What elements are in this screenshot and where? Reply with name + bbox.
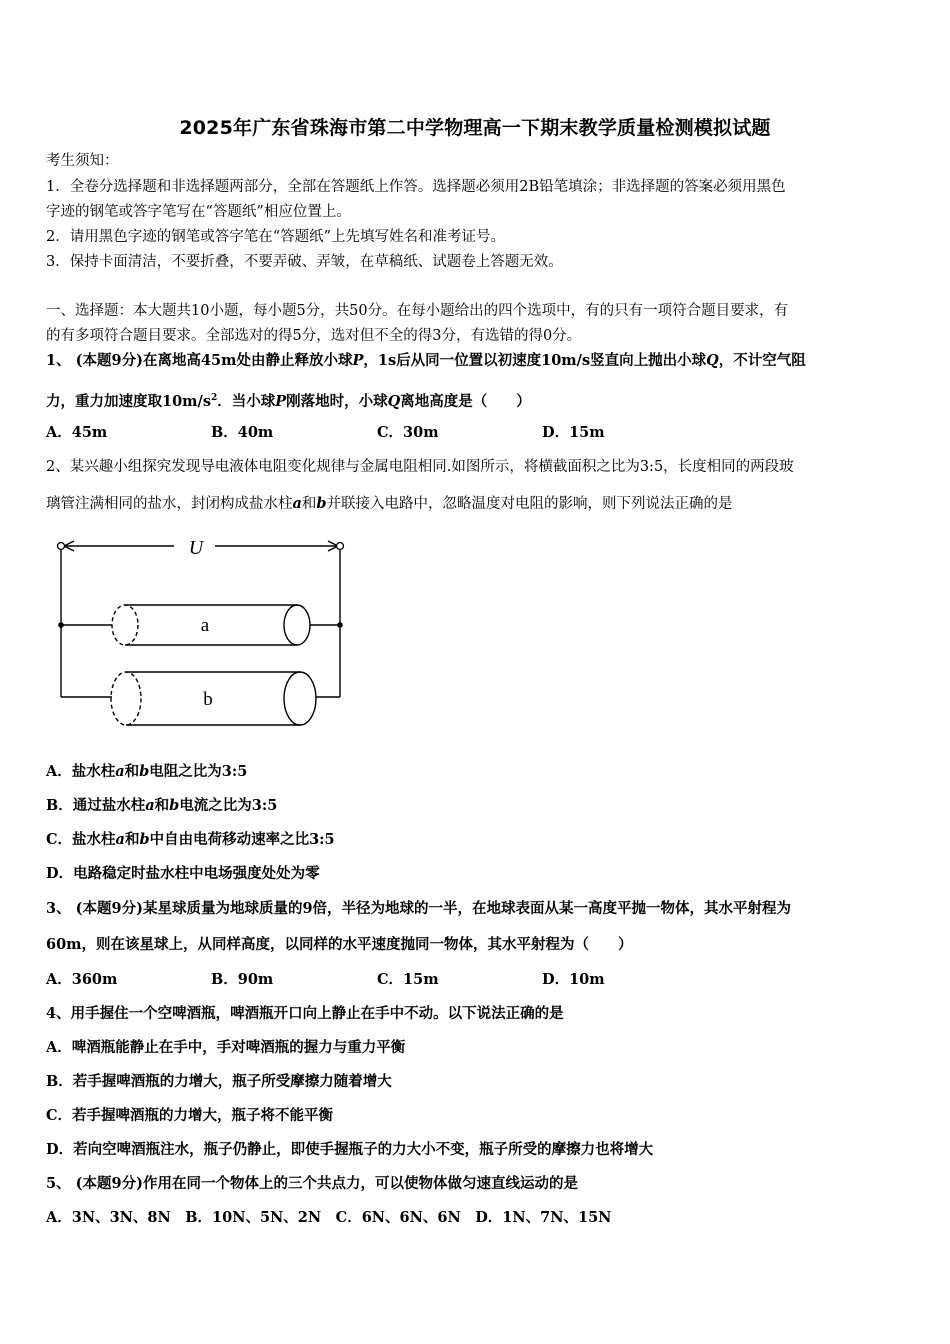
notice-item-1: 1．全卷分选择题和非选择题两部分，全部在答题纸上作答。选择题必须用2B铅笔填涂；非选择题的答案必须用黑色 xyxy=(46,179,786,195)
q1-option-a: A．45m xyxy=(46,424,108,441)
q3-option-d: D．10m xyxy=(542,971,605,988)
notice-heading: 考生须知： xyxy=(46,153,119,169)
q2-text-1: 璃管注满相同的盐水，封闭构成盐水柱 xyxy=(46,496,293,512)
q2-stem: 2、某兴趣小组探究发现导电液体电阻变化规律与金属电阻相同.如图所示，将横截面积之比为3:5，长度相同的两段玻 xyxy=(46,459,794,475)
q2-option-c-and: 和 xyxy=(124,831,140,848)
q2-option-c-text-2: 中自由电荷移动速率之比3:5 xyxy=(149,831,335,848)
notice-item-1-cont: 字迹的钢笔或答字笔写在“答题纸”相应位置上。 xyxy=(46,204,351,220)
q2-var-b: b xyxy=(316,495,327,512)
q2-option-a-text-2: 电阻之比为3:5 xyxy=(149,763,248,780)
q4-stem: 4、用手握住一个空啤酒瓶，啤酒瓶开口向上静止在手中不动。以下说法正确的是 xyxy=(46,1005,564,1022)
q3-option-c: C．15m xyxy=(377,971,439,988)
cylinder-a-label: a xyxy=(200,615,210,636)
q3-stem: 3、 (本题9分)某星球质量为地球质量的9倍，半径为地球的一半，在地球表面从某一高度平抛一物体，其水平射程为 xyxy=(46,900,792,917)
q1-option-d: D．15m xyxy=(542,424,605,441)
q2-option-b xyxy=(46,796,908,816)
q4-option-c: C．若手握啤酒瓶的力增大，瓶子将不能平衡 xyxy=(46,1107,334,1124)
q1-text-6: 刚落地时，小球 xyxy=(286,392,388,410)
q1-text-4: 力，重力加速度取10m/s xyxy=(46,392,211,410)
q5-stem: 5、 (本题9分)作用在同一个物体上的三个共点力，可以使物体做匀速直线运动的是 xyxy=(46,1175,578,1192)
q1-sup: 2 xyxy=(210,393,218,403)
q3-option-b: B．90m xyxy=(211,971,274,988)
q1-text-5: ．当小球 xyxy=(217,392,276,410)
q2-option-a-text-1: A．盐水柱 xyxy=(46,763,116,780)
q1-var-p2: P xyxy=(275,392,287,410)
q2-option-a-and: 和 xyxy=(124,763,140,780)
q1-var-p: P xyxy=(352,352,364,369)
cylinder-a-right-end xyxy=(284,605,310,645)
section-intro-cont: 的有多项符合题目要求。全部选对的得5分，选对但不全的得3分，有选错的得0分。 xyxy=(46,328,582,344)
terminal-left xyxy=(58,543,65,550)
q2-option-b-and: 和 xyxy=(154,797,170,814)
q2-option-b-var-b: b xyxy=(169,797,180,814)
q2-option-c xyxy=(46,830,908,850)
q1-var-q: Q xyxy=(706,352,719,369)
q1-text-3: ，不计空气阻 xyxy=(718,352,806,369)
q2-option-a xyxy=(46,762,908,782)
cylinder-a-left-end xyxy=(112,605,138,645)
q1-text-7: 离地高度是（ ） xyxy=(400,392,531,410)
cylinder-b-left-end xyxy=(111,672,141,725)
q1-option-c: C．30m xyxy=(377,424,439,441)
junction-right xyxy=(337,622,343,628)
cylinder-b-right-end xyxy=(284,672,316,725)
q4-option-a: A．啤酒瓶能静止在手中，手对啤酒瓶的握力与重力平衡 xyxy=(46,1039,406,1056)
q2-option-c-var-b: b xyxy=(139,831,150,848)
circuit-figure xyxy=(50,530,360,745)
q2-text-and: 和 xyxy=(301,496,317,512)
q3-option-a: A．360m xyxy=(46,971,118,988)
q2-option-c-var-a: a xyxy=(115,831,125,848)
terminal-right xyxy=(337,543,344,550)
q2-option-c-text-1: C．盐水柱 xyxy=(46,831,116,848)
q2-option-a-var-a: a xyxy=(115,763,125,780)
notice-item-3: 3．保持卡面清洁，不要折叠，不要弄破、弄皱，在草稿纸、试题卷上答题无效。 xyxy=(46,254,563,270)
q1-stem-cont xyxy=(46,388,908,412)
q1-text-2: ，1s后从同一位置以初速度10m/s竖直向上抛出小球 xyxy=(363,352,707,369)
q1-stem xyxy=(46,351,908,371)
q2-option-d: D．电路稳定时盐水柱中电场强度处处为零 xyxy=(46,865,320,882)
q4-option-b: B．若手握啤酒瓶的力增大，瓶子所受摩擦力随着增大 xyxy=(46,1073,392,1090)
junction-left xyxy=(58,622,64,628)
q2-text-2: 并联接入电路中，忽略温度对电阻的影响，则下列说法正确的是 xyxy=(326,496,733,512)
q1-text-1: 1、 (本题9分)在离地高45m处由静止释放小球 xyxy=(46,352,353,369)
q5-options: A．3N、3N、8N B．10N、5N、2N C．6N、6N、6N D．1N、7N、15N xyxy=(46,1209,612,1226)
page-title: 2025年广东省珠海市第二中学物理高一下期末教学质量检测模拟试题 xyxy=(179,117,771,139)
q2-stem-cont xyxy=(46,494,908,514)
notice-item-2: 2．请用黑色字迹的钢笔或答字笔在“答题纸”上先填写姓名和准考证号。 xyxy=(46,229,506,245)
q3-options xyxy=(46,970,646,990)
q4-option-d: D．若向空啤酒瓶注水，瓶子仍静止，即使手握瓶子的力大小不变，瓶子所受的摩擦力也将增大 xyxy=(46,1141,654,1158)
q3-stem-cont: 60m，则在该星球上，从同样高度，以同样的水平速度抛同一物体，其水平射程为（ ） xyxy=(46,936,633,953)
section-intro: 一、选择题：本大题共10小题，每小题5分，共50分。在每小题给出的四个选项中，有的只有一项符合题目要求，有 xyxy=(46,303,789,319)
q2-option-b-var-a: a xyxy=(145,797,155,814)
q2-option-b-text-1: B．通过盐水柱 xyxy=(46,797,146,814)
q1-options xyxy=(46,423,646,443)
q2-option-b-text-2: 电流之比为3:5 xyxy=(179,797,278,814)
voltage-label: U xyxy=(188,537,204,559)
q1-option-b: B．40m xyxy=(211,424,274,441)
q2-option-a-var-b: b xyxy=(139,763,150,780)
cylinder-b-label: b xyxy=(203,689,213,710)
q1-var-q2: Q xyxy=(387,392,401,410)
q2-var-a: a xyxy=(292,495,302,512)
